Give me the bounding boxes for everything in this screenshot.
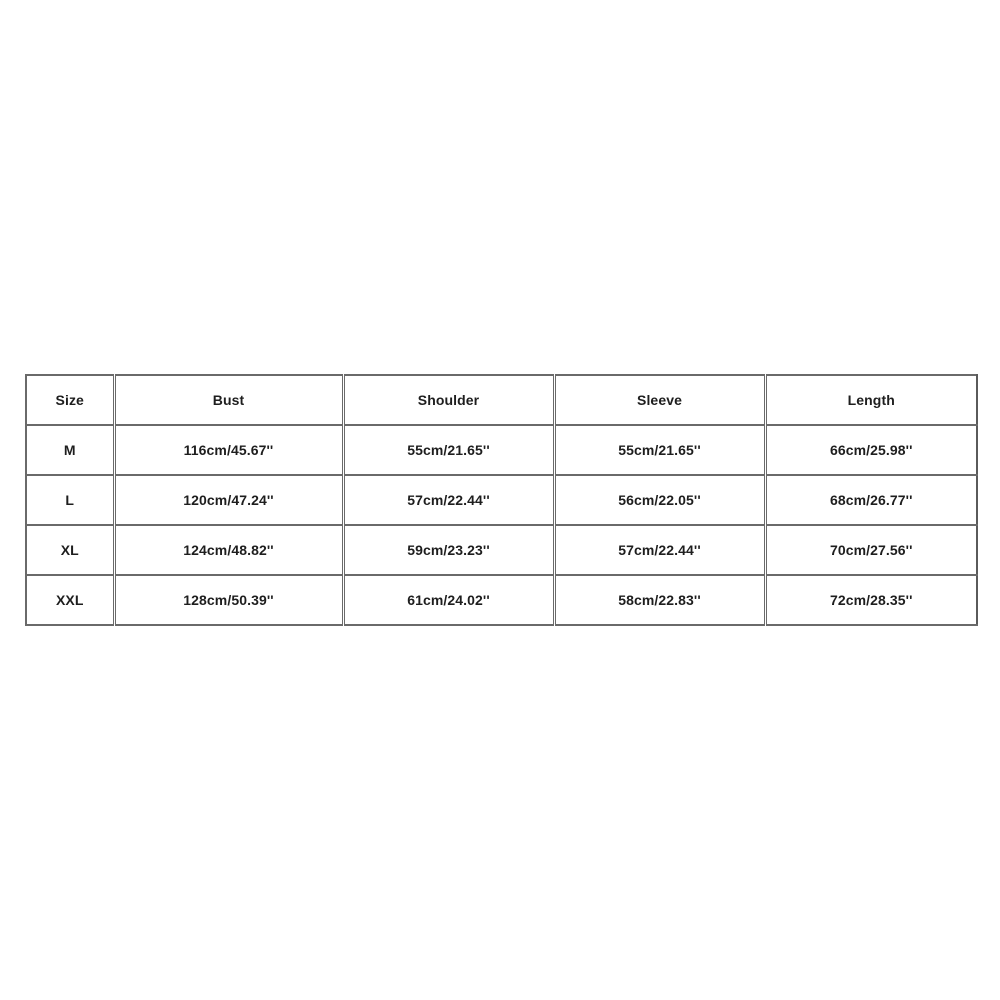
cell-sleeve: 56cm/22.05'' <box>554 475 765 525</box>
cell-length: 70cm/27.56'' <box>765 525 977 575</box>
cell-bust: 124cm/48.82'' <box>114 525 343 575</box>
cell-sleeve: 57cm/22.44'' <box>554 525 765 575</box>
table-row <box>26 475 977 525</box>
header-sleeve: Sleeve <box>554 375 765 425</box>
header-length: Length <box>765 375 977 425</box>
table-header-row <box>26 375 977 425</box>
cell-length: 68cm/26.77'' <box>765 475 977 525</box>
cell-size: L <box>26 475 114 525</box>
cell-shoulder: 59cm/23.23'' <box>343 525 554 575</box>
cell-shoulder: 55cm/21.65'' <box>343 425 554 475</box>
header-shoulder: Shoulder <box>343 375 554 425</box>
table-row <box>26 575 977 625</box>
table-row <box>26 425 977 475</box>
cell-sleeve: 58cm/22.83'' <box>554 575 765 625</box>
cell-sleeve: 55cm/21.65'' <box>554 425 765 475</box>
header-bust: Bust <box>114 375 343 425</box>
cell-size: XL <box>26 525 114 575</box>
cell-size: M <box>26 425 114 475</box>
cell-shoulder: 61cm/24.02'' <box>343 575 554 625</box>
cell-size: XXL <box>26 575 114 625</box>
cell-bust: 128cm/50.39'' <box>114 575 343 625</box>
cell-length: 66cm/25.98'' <box>765 425 977 475</box>
cell-bust: 120cm/47.24'' <box>114 475 343 525</box>
cell-bust: 116cm/45.67'' <box>114 425 343 475</box>
table-row <box>26 525 977 575</box>
header-size: Size <box>26 375 114 425</box>
cell-length: 72cm/28.35'' <box>765 575 977 625</box>
cell-shoulder: 57cm/22.44'' <box>343 475 554 525</box>
size-chart-table <box>25 374 978 626</box>
